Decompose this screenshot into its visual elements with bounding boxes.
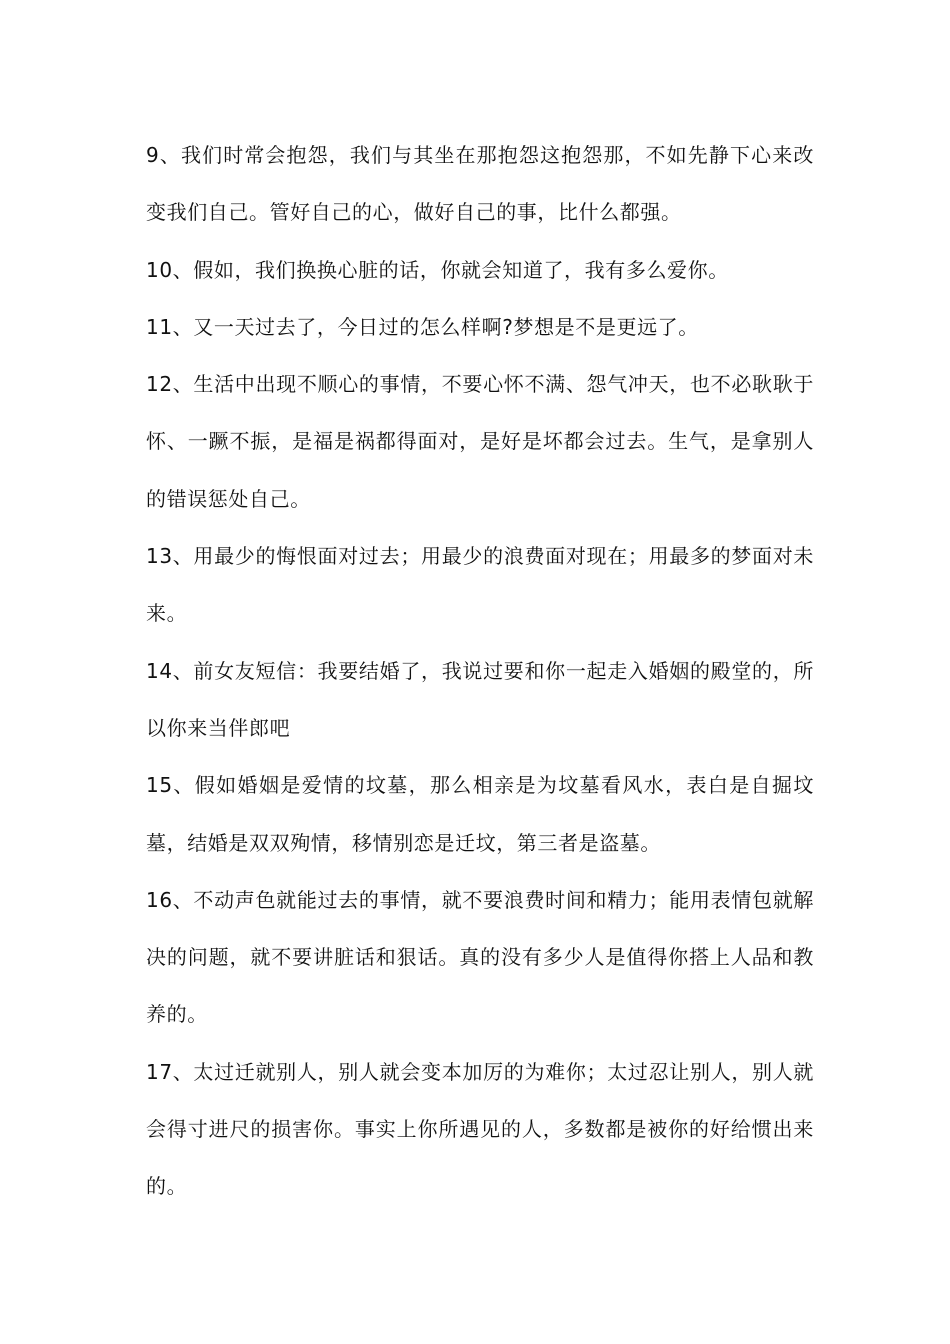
paragraph-11: 11、又一天过去了，今日过的怎么样啊?梦想是不是更远了。 xyxy=(146,314,699,339)
paragraph-17: 17、太过迁就别人，别人就会变本加厉的为难你；太过忍让别人，别人就会得寸进尺的损害你。事实上你所遇见的人，多数都是被你的好给惯出来的。 xyxy=(146,1059,814,1199)
paragraph-15: 15、假如婚姻是爱情的坟墓，那么相亲是为坟墓看风水，表白是自掘坟墓，结婚是双双殉情，移情别恋是迁坟，第三者是盗墓。 xyxy=(146,773,814,855)
paragraph-16: 16、不动声色就能过去的事情，就不要浪费时间和精力；能用表情包就解决的问题，就不要讲脏话和狠话。真的没有多少人是值得你搭上人品和教养的。 xyxy=(146,887,814,1027)
paragraph-12: 12、生活中出现不顺心的事情，不要心怀不满、怨气冲天，也不必耿耿于怀、一蹶不振，是福是祸都得面对，是好是坏都会过去。生气，是拿别人的错误惩处自己。 xyxy=(146,372,814,511)
document-body xyxy=(146,127,814,1216)
paragraph-10: 10、假如，我们换换心脏的话，你就会知道了，我有多么爱你。 xyxy=(146,257,729,282)
paragraph-9: 9、我们时常会抱怨，我们与其坐在那抱怨这抱怨那，不如先静下心来改变我们自己。管好自己的心，做好自己的事，比什么都强。 xyxy=(146,143,814,225)
paragraph-14: 14、前女友短信：我要结婚了，我说过要和你一起走入婚姻的殿堂的，所以你来当伴郎吧 xyxy=(146,658,814,740)
paragraph-13: 13、用最少的悔恨面对过去；用最少的浪费面对现在；用最多的梦面对未来。 xyxy=(146,544,814,626)
